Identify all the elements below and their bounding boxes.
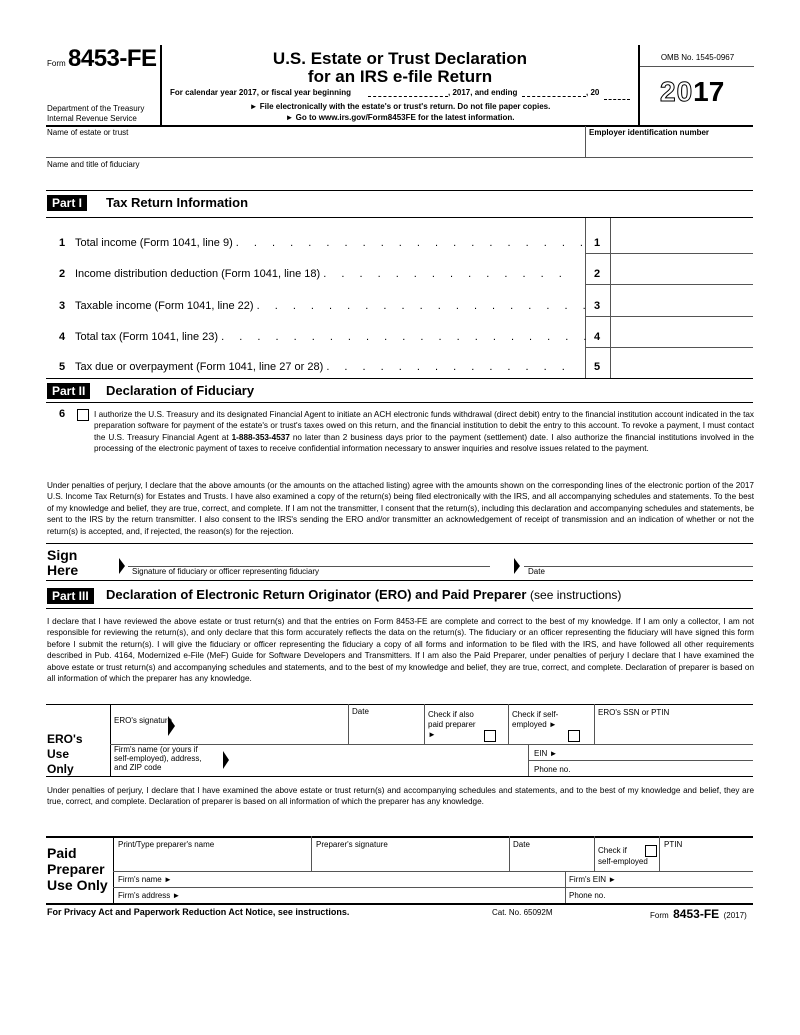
fiscal-end-field[interactable] — [522, 96, 586, 97]
line1-dots: . . . . . . . . . . . . . . . . . . . . — [235, 237, 589, 249]
line5-text: Tax due or overpayment (Form 1041, line 27 or 28) — [75, 361, 324, 373]
sign-label: Sign — [47, 547, 78, 563]
part3-title-note: (see instructions) — [530, 588, 622, 602]
line4-box-number: 4 — [594, 331, 601, 343]
instruction-file-electronically: ► File electronically with the estate's or trust's return. Do not file paper copies. — [249, 102, 551, 111]
here-label: Here — [47, 562, 79, 578]
ero-ein-label: EIN ► — [534, 749, 558, 758]
line2-amount-field[interactable] — [611, 254, 753, 284]
preparer-self-employed-checkbox[interactable] — [645, 845, 657, 857]
ero-side-label-3: Only — [47, 762, 74, 776]
line6-text-a: I authorize the U.S. Treasury and its designated Financial Agent to initiate an ACH electronic funds withdrawal (direct debit) entry to the financial institution account indicated in the tax preparation software for payment of the estate's or trust's taxes owed on this return, and the financial institution to debit the entry to this account. To revoke a payment, I must contact the U.S. Treasury Financial Agent at — [94, 410, 754, 442]
line3-label — [75, 300, 592, 313]
dept-treasury: Department of the Treasury — [47, 104, 145, 113]
part3-title: Declaration of Electronic Return Originator (ERO) and Paid Preparer — [106, 587, 527, 602]
line3-amount-field[interactable] — [611, 285, 753, 316]
line3-number: 3 — [59, 300, 66, 312]
fiscal-end-year-field[interactable] — [604, 99, 630, 100]
ein-label: Employer identification number — [589, 128, 710, 137]
firm-ein-field[interactable] — [630, 872, 752, 886]
fiduciary-field[interactable] — [46, 170, 753, 190]
fiduciary-date-field[interactable] — [524, 548, 752, 565]
privacy-notice: For Privacy Act and Paperwork Reduction Act Notice, see instructions. — [47, 907, 350, 917]
form-prefix: Form — [47, 59, 66, 68]
ero-check-paid-label: Check if also paid preparer ► — [428, 710, 476, 739]
form-title-line1: U.S. Estate or Trust Declaration — [272, 49, 528, 68]
line4-text: Total tax (Form 1041, line 23) — [75, 331, 219, 343]
ero-firm-field[interactable] — [234, 746, 524, 775]
paid-side-label-1: Paid — [47, 845, 77, 861]
line2-box-number: 2 — [594, 268, 601, 280]
fiduciary-perjury-statement: Under penalties of perjury, I declare that the above amounts (or the amounts on the attached listing) agree with the amounts shown on the corresponding lines of the electronic portion of the 2017 U.S. Income Tax Return(s) for Estates and Trusts. I have also examined a copy of the return(s) being filed electronically with the IRS, and all accompanying schedules and statements. To the best of my knowledge and belief, they are true, correct, and complete. If I am not the transmitter, I consent that the return(s), including this declaration and accompanying schedules and statements, be sent to the IRS by the return transmitter. I also consent to the IRS's sending the ERO and/or transmitter an acknowledgement of receipt of transmission and an indication of whether or not the return(s) is accepted, and, if rejected, the reason(s) for the rejection. — [47, 481, 754, 536]
ero-ein-field[interactable] — [562, 746, 752, 759]
footer-form-year: (2017) — [723, 911, 747, 920]
signature-label: Signature of fiduciary or officer representing fiduciary — [132, 567, 320, 576]
line2-text: Income distribution deduction (Form 1041, line 18) — [75, 268, 321, 280]
paid-side-label-2: Preparer — [47, 861, 105, 877]
tax-year-bold: 17 — [693, 76, 725, 107]
firm-name-label: Firm's name ► — [118, 875, 172, 884]
preparer-signature-field[interactable] — [316, 851, 506, 870]
ero-side-label-2: Use — [47, 747, 70, 761]
ero-date-field[interactable] — [352, 718, 422, 742]
line5-label — [75, 361, 571, 374]
catalog-number: Cat. No. 65092M — [492, 908, 553, 917]
footer-form-number: 8453-FE — [673, 907, 720, 921]
line2-dots: . . . . . . . . . . . . . . — [323, 268, 568, 280]
line4-dots: . . . . . . . . . . . . . . . . . . . . . — [221, 331, 593, 343]
line5-amount-field[interactable] — [611, 348, 753, 377]
line6-checkbox[interactable] — [77, 409, 89, 421]
preparer-signature-label: Preparer's signature — [316, 840, 388, 849]
ero-declaration: I declare that I have reviewed the above estate or trust return(s) and that the entries on Form 8453-FE are complete and correct to the best of my knowledge. If I am only a collector, I am not responsible for reviewing the return(s), and only declare that this form accurately reflects the data on the return(s). The fiduciary or an officer representing the fiduciary will have signed this form before I submit the return(s). I will give the fiduciary or officer representing the fiduciary a copy of all forms and information to be filed with the IRS, and have followed all other requirements described in Pub. 4164, Modernized e-File (MeF) Guide for Software Developers and Transmitters. If I am also the Paid Preparer, under penalties of perjury I declare that I have examined the above estate or trust return(s) and accompanying schedules and statements, and to the best of my knowledge and belief, they are true, correct, and complete. Declaration of preparer is based on all information of which the preparer has any knowledge. — [47, 617, 754, 684]
part3-label: Part III — [47, 588, 94, 604]
preparer-check-label: Check if — [598, 846, 627, 855]
estate-name-label: Name of estate or trust — [47, 128, 129, 137]
date-label: Date — [528, 567, 545, 576]
ero-paid-preparer-checkbox[interactable] — [484, 730, 496, 742]
part3-heading — [106, 587, 621, 603]
preparer-self-employed-label: self-employed — [598, 857, 648, 866]
calendar-year-label: For calendar year 2017, or fiscal year beginning — [170, 88, 351, 97]
line6-phone: 1-888-353-4537 — [231, 432, 290, 442]
firm-ein-label: Firm's EIN ► — [569, 875, 617, 884]
line3-box-number: 3 — [594, 300, 601, 312]
preparer-perjury-statement: Under penalties of perjury, I declare that I have examined the above estate or trust return(s) and accompanying schedules and statements, and to the best of my knowledge and belief, they are true, correct, and complete. Declaration of preparer is based on all information of which the preparer has any knowledge. — [47, 786, 754, 807]
form-number: 8453-FE — [68, 45, 157, 72]
ein-field[interactable] — [589, 138, 753, 156]
tax-year-outline: 20 — [660, 76, 694, 107]
line6-text-b: no later than 2 business days prior to the payment (settlement) date. I also authorize the financial institutions involved in the processing of the electronic payment of taxes to receive confidential information necessary to answer inquiries and resolve issues related to the payment. — [94, 432, 754, 454]
fiduciary-signature-field[interactable] — [128, 548, 488, 565]
fiduciary-label: Name and title of fiduciary — [47, 160, 140, 169]
firm-address-label: Firm's address ► — [118, 891, 181, 900]
ero-side-label-1: ERO's — [47, 732, 83, 746]
ero-signature-arrow-icon — [168, 716, 175, 736]
part2-title: Declaration of Fiduciary — [106, 383, 255, 398]
dept-irs: Internal Revenue Service — [47, 114, 137, 123]
line5-box-number: 5 — [594, 361, 601, 373]
line1-box-number: 1 — [594, 237, 601, 249]
part1-title: Tax Return Information — [106, 195, 249, 210]
line3-dots: . . . . . . . . . . . . . . . . . . . — [256, 300, 592, 312]
tax-year — [660, 76, 724, 108]
ero-signature-field[interactable] — [178, 706, 346, 743]
line4-amount-field[interactable] — [611, 317, 753, 347]
ero-check-self-label: Check if self-employed ► — [512, 710, 559, 729]
omb-number: OMB No. 1545-0967 — [660, 53, 735, 62]
ero-phone-label: Phone no. — [534, 765, 571, 774]
preparer-ptin-label: PTIN — [664, 840, 683, 849]
paid-side-label-3: Use Only — [47, 877, 108, 893]
line1-number: 1 — [59, 237, 66, 249]
preparer-date-field[interactable] — [513, 851, 591, 870]
instruction-website: ► Go to www.irs.gov/Form8453FE for the latest information. — [285, 113, 515, 122]
line1-text: Total income (Form 1041, line 9) — [75, 237, 233, 249]
line4-number: 4 — [59, 331, 66, 343]
line6-authorization — [94, 409, 754, 455]
line3-text: Taxable income (Form 1041, line 22) — [75, 300, 254, 312]
preparer-ptin-field[interactable] — [664, 851, 752, 870]
ero-signature-label: ERO's signature — [114, 716, 172, 725]
line4-label — [75, 331, 592, 344]
date-arrow-icon — [514, 558, 520, 574]
firm-address-field[interactable] — [190, 888, 563, 902]
fiscal-begin-field[interactable] — [368, 96, 448, 97]
line5-dots: . . . . . . . . . . . . . . — [326, 361, 571, 373]
ero-ssn-label: ERO's SSN or PTIN — [598, 708, 670, 717]
line5-number: 5 — [59, 361, 66, 373]
ero-self-employed-checkbox[interactable] — [568, 730, 580, 742]
ero-ssn-field[interactable] — [598, 719, 752, 742]
sign-arrow-icon — [119, 558, 125, 574]
line2-number: 2 — [59, 268, 66, 280]
ero-phone-field[interactable] — [580, 762, 752, 775]
preparer-date-label: Date — [513, 840, 530, 849]
footer-form-id — [650, 905, 747, 923]
estate-name-field[interactable] — [46, 138, 584, 156]
line2-label — [75, 268, 568, 281]
form-title-line2: for an IRS e-file Return — [307, 67, 493, 86]
preparer-name-label: Print/Type preparer's name — [118, 840, 215, 849]
ero-date-label: Date — [352, 707, 369, 716]
firm-phone-label: Phone no. — [569, 891, 606, 900]
line1-amount-field[interactable] — [611, 219, 753, 253]
ero-firm-label: Firm's name (or yours if self-employed), address, and ZIP code — [114, 745, 202, 772]
line6-number: 6 — [59, 408, 66, 420]
calendar-20-label: , 20 — [586, 88, 600, 97]
ero-firm-arrow-icon — [223, 751, 229, 769]
preparer-name-field[interactable] — [118, 851, 308, 870]
part1-label: Part I — [47, 195, 87, 211]
part2-label: Part II — [47, 383, 90, 399]
firm-phone-field[interactable] — [615, 888, 752, 902]
footer-form-prefix: Form — [650, 911, 669, 920]
firm-name-field[interactable] — [180, 872, 563, 886]
calendar-ending-label: , 2017, and ending — [448, 88, 518, 97]
line1-label — [75, 237, 589, 250]
